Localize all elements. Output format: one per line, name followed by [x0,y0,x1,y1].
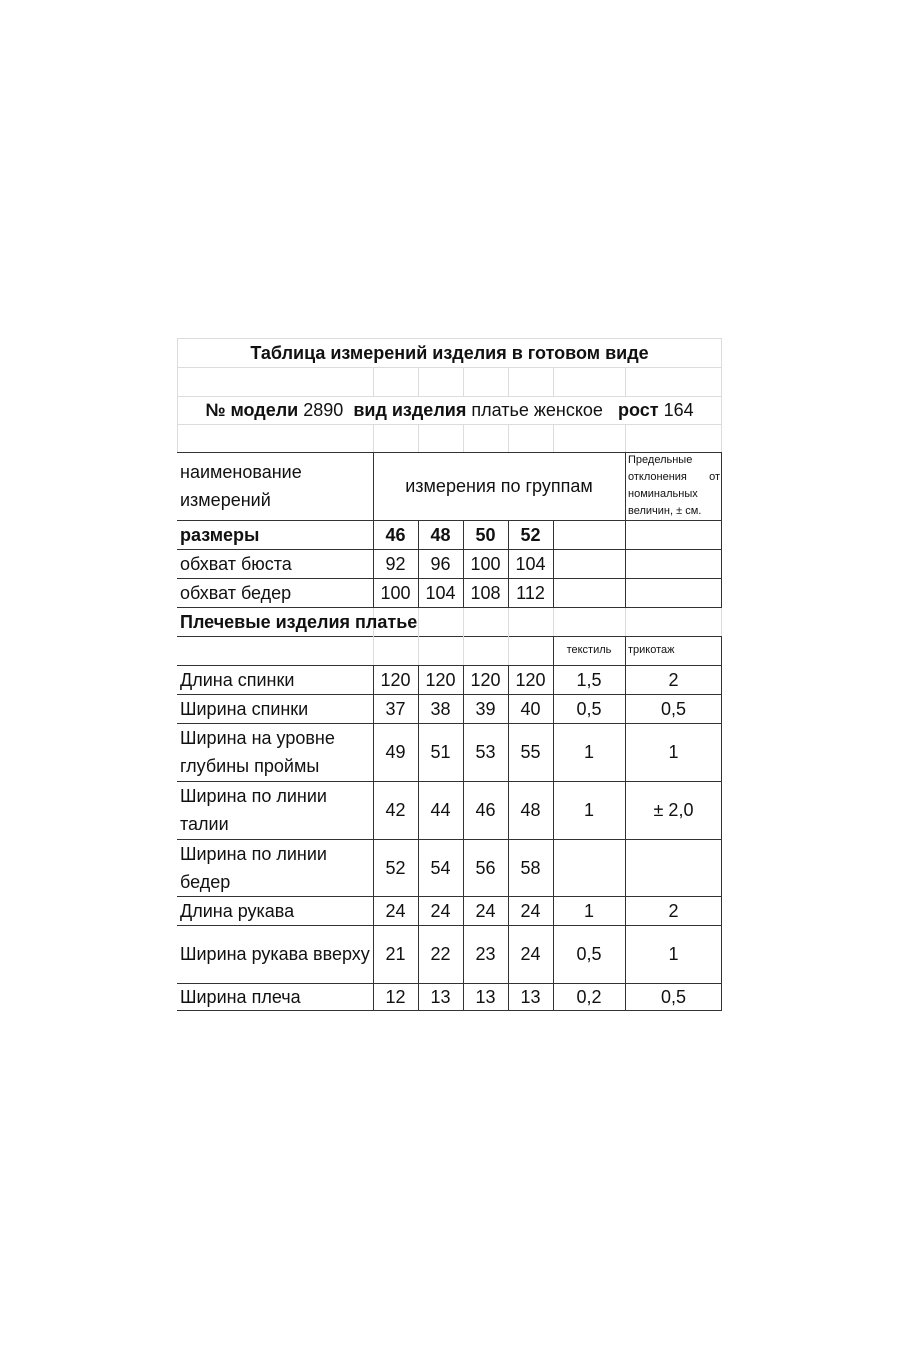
height-label: рост [617,400,659,420]
measurement-value: 58 [520,857,541,878]
measurement-value: 52 [385,857,406,878]
size-row-value: 112 [516,582,545,603]
measurement-label: Ширина по линии бедер [180,843,327,892]
size-row-value: 100 [380,582,411,603]
measurement-value: 24 [520,900,541,921]
knit-tolerance: 0,5 [660,987,687,1007]
size-row-value: 46 [385,524,406,545]
measurement-label: Ширина на уровне глубины проймы [180,728,335,776]
measurement-value: 51 [430,742,451,762]
knit-tolerance: 1 [668,742,679,762]
measurement-label: Ширина плеча [180,987,301,1007]
measurement-value: 22 [430,944,451,964]
table-title: Таблица измерений изделия в готовом виде [250,342,649,363]
knit-tolerance [625,839,722,896]
measurement-value: 12 [385,987,406,1007]
measurement-value: 13 [430,987,451,1007]
measurement-value: 46 [475,800,496,820]
textile-tolerance: 1 [583,742,594,762]
measurement-value: 53 [475,742,496,762]
measurement-value: 56 [475,857,496,878]
measurement-value: 13 [475,987,496,1007]
product-type-label: вид изделия [353,400,467,420]
measurement-value: 48 [520,800,541,820]
deviation-column-header: Предельные отклонения от номинальных величин, ± см. [628,454,720,517]
knit-tolerance: ± 2,0 [653,800,694,820]
measurement-value: 54 [430,857,451,878]
textile-tolerance: 1 [583,900,594,921]
measurement-value: 49 [385,742,406,762]
measurement-label: Длина спинки [180,669,295,690]
size-row-value: 92 [385,553,406,574]
size-row-value: 100 [470,553,501,574]
textile-tolerance: 0,5 [576,944,602,964]
measurement-value: 120 [425,669,456,690]
size-row-value: 50 [475,524,496,545]
model-number-label: № модели [205,400,299,420]
name-column-header: наименование измерений [180,462,302,510]
measurement-value: 44 [430,800,451,820]
textile-tolerance [553,839,625,896]
knit-tolerance: 2 [668,669,679,690]
model-line [177,396,722,424]
textile-header: текстиль [566,644,612,656]
knit-tolerance: 0,5 [660,698,687,719]
size-row-value: 96 [430,553,451,574]
measurement-label: Ширина спинки [180,698,309,719]
measurement-value: 21 [385,944,406,964]
measurement-value: 24 [520,944,541,964]
knit-header: трикотаж [628,644,675,656]
size-row-label: размеры [180,524,260,545]
size-row-value: 104 [425,582,456,603]
measurement-value: 40 [520,698,541,719]
product-type: платье женское [471,400,603,420]
measurement-value: 120 [380,669,411,690]
textile-tolerance: 1,5 [576,669,602,690]
section-title: Плечевые изделия платье [180,611,418,632]
textile-tolerance: 0,2 [576,987,602,1007]
measurement-label: Ширина по линии талии [180,786,327,834]
measurement-value: 24 [475,900,496,921]
measurement-label: Ширина рукава вверху [180,944,370,964]
size-row-label: обхват бедер [180,582,292,603]
measurement-value: 42 [385,800,406,820]
measurement-value: 39 [475,698,496,719]
textile-tolerance: 0,5 [576,698,602,719]
measurement-value: 55 [520,742,541,762]
measurement-value: 120 [470,669,501,690]
measurement-value: 37 [385,698,406,719]
size-row-value: 52 [520,524,541,545]
knit-tolerance: 2 [668,900,679,921]
model-number: 2890 [303,400,344,420]
size-row-value: 104 [515,553,546,574]
groups-column-header: измерения по группам [405,476,593,496]
size-row-value: 108 [470,582,501,603]
measurement-value: 13 [520,987,541,1007]
measurement-value: 23 [475,944,496,964]
measurement-value: 24 [430,900,451,921]
size-row-label: обхват бюста [180,553,292,574]
measurement-label: Длина рукава [180,900,295,921]
height-value: 164 [663,400,694,420]
knit-tolerance: 1 [668,944,679,964]
measurement-value: 24 [385,900,406,921]
textile-tolerance: 1 [583,800,594,820]
size-row-value: 48 [430,524,451,545]
measurement-value: 120 [515,669,546,690]
measurement-value: 38 [430,698,451,719]
